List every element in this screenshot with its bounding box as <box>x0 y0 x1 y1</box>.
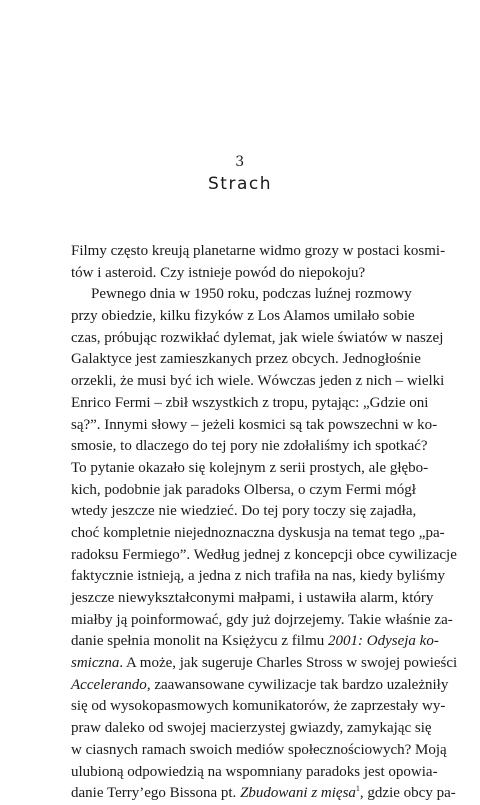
text-line: Filmy często kreują planetarne widmo grozy w postaci kosmi- <box>71 243 446 259</box>
text-line: kich, podobnie jak paradoks Olbersa, o czym Fermi mógł <box>71 481 416 498</box>
chapter-number: 3 <box>235 154 245 170</box>
footnote-marker: 1 <box>355 784 360 794</box>
text-line <box>71 631 439 653</box>
text-span: , gdzie obcy pa- <box>359 785 456 802</box>
text-span: . A może, jak sugeruje Charles Stross w swojej powieści <box>119 655 458 672</box>
chapter-title: Strach <box>208 174 272 194</box>
text-line: Pewnego dnia w 1950 roku, podczas luźnej rozmowy <box>91 286 412 303</box>
text-line: jeszcze niewykształconymi małpami, i ustawiła alarm, który <box>71 590 434 606</box>
text-span: danie spełnia monolit na Księżycu z filmu <box>71 633 329 650</box>
body-text <box>71 241 458 805</box>
text-line: ulubioną odpowiedzią na wspomniany paradoks jest opowia- <box>71 763 438 780</box>
text-line <box>71 783 456 805</box>
text-line: się od wysokopasmowych komunikatorów, że zaprzestały wy- <box>71 698 446 715</box>
text-line: radoksu Fermiego”. Według jednej z koncepcji obce cywilizacje <box>71 546 457 563</box>
text-line: są?”. Innymi słowy – jeżeli kosmici są tak powszechni w ko- <box>71 416 438 433</box>
text-line: praw daleko od swojej macierzystej gwiazdy, zamykając się <box>71 720 432 737</box>
text-line <box>71 653 458 675</box>
text-line: smosie, to dlaczego do tej pory nie zdołaliśmy ich spotkać? <box>71 438 428 455</box>
text-line <box>71 675 449 697</box>
story-title: Zbudowani z mięsa <box>240 785 356 802</box>
text-line: czas, próbując rozwikłać dylemat, jak wiele światów w naszej <box>71 329 444 346</box>
text-line: wtedy jeszcze nie wiedzieć. Do tej pory toczy się zajadła, <box>71 503 417 520</box>
text-line: Enrico Fermi – zbił wszystkich z tropu, pytając: „Gdzie oni <box>71 394 429 411</box>
film-title-continued: smiczna <box>71 655 120 672</box>
novel-title: Accelerando <box>71 676 147 693</box>
text-line: Galaktyce jest zamieszkanych przez obcych. Jednogłośnie <box>71 351 421 368</box>
text-line: choć kompletnie niejednoznaczna dyskusja na temat tego „pa- <box>71 524 445 541</box>
text-line: orzekli, że musi być ich wiele. Wówczas jeden z nich – wielki <box>71 373 445 390</box>
text-line: tów i asteroid. Czy istnieje powód do niepokoju? <box>71 264 366 281</box>
text-span: danie Terry’ego Bissona pt. <box>71 785 241 802</box>
text-line: w ciasnych ramach swoich mediów społecznościowych? Moją <box>71 741 447 758</box>
text-line: faktycznie istnieją, a jedna z nich trafiła na nas, kiedy byliśmy <box>71 568 446 585</box>
text-line: miałby ją poinformować, gdy już dojrzejemy. Takie właśnie za- <box>71 611 453 628</box>
text-line: przy obiedzie, kilku fizyków z Los Alamos umilało sobie <box>71 308 415 325</box>
film-title: 2001: Odyseja ko- <box>328 633 439 650</box>
text-span: , zaawansowane cywilizacje tak bardzo uzależniły <box>146 676 449 693</box>
text-line: To pytanie okazało się kolejnym z serii prostych, ale głębo- <box>71 459 429 476</box>
